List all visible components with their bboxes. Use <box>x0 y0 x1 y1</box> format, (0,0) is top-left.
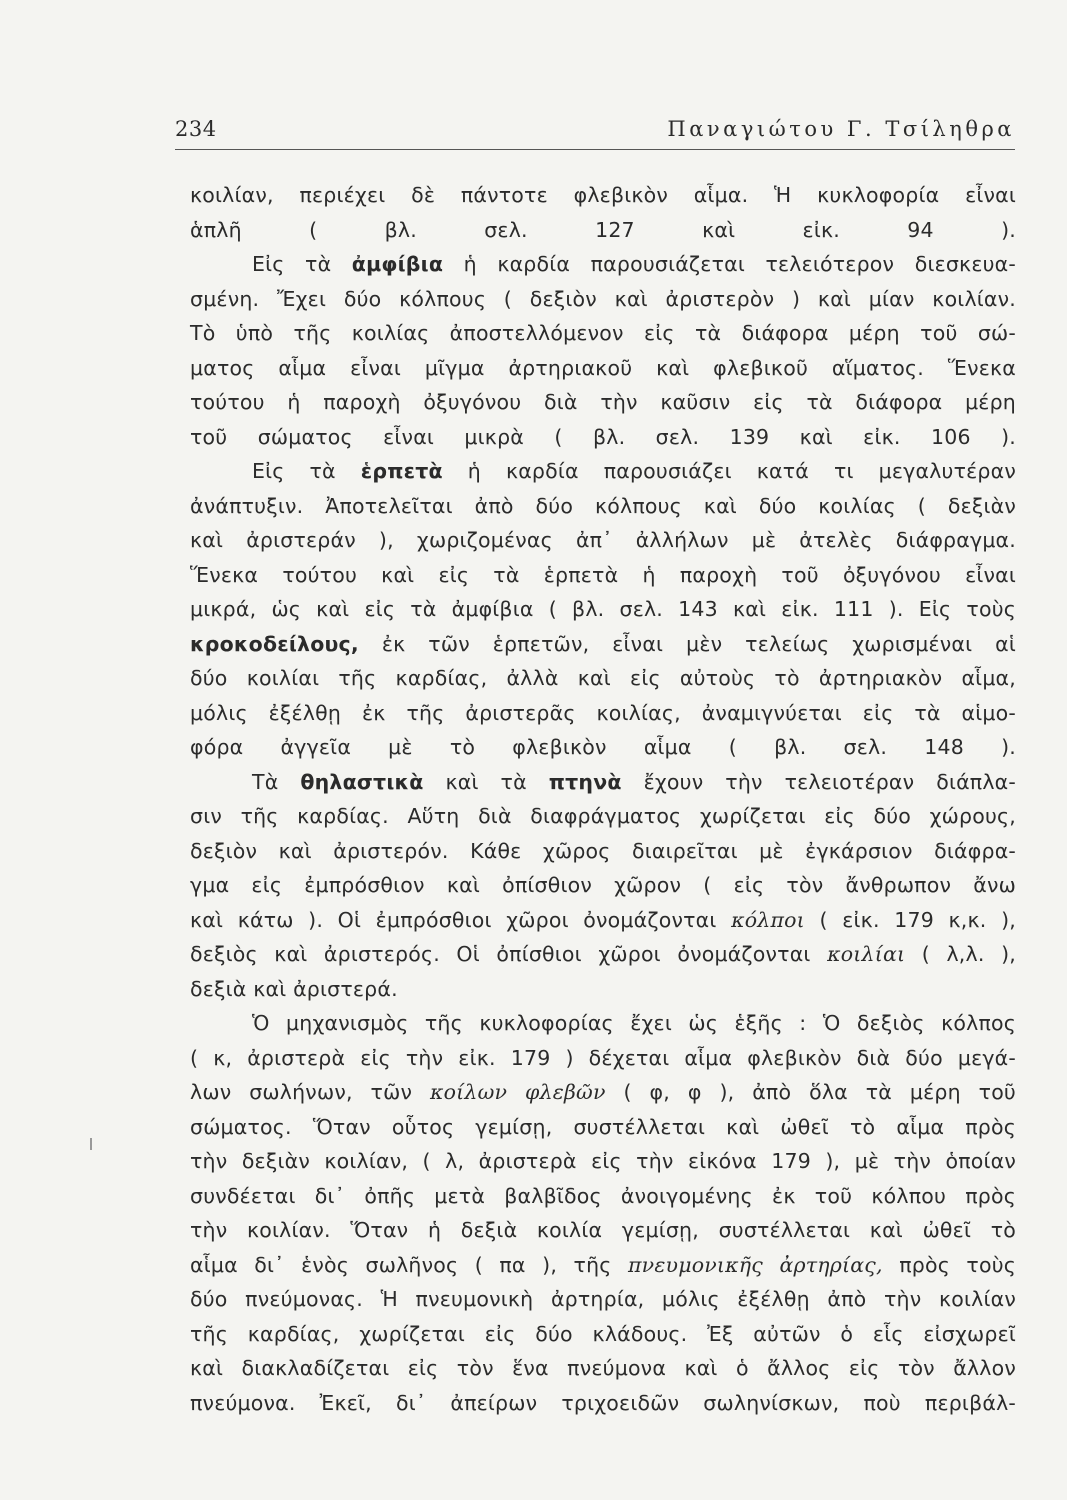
text-line <box>190 1110 1016 1145</box>
text-line <box>190 1006 1016 1041</box>
text-segment: Τὸ ὑπὸ τῆς κοιλίας ἀποστελλόμενον εἰς τὰ διάφορα μέρη τοῦ σώ- <box>190 321 1016 345</box>
text-line <box>190 868 1016 903</box>
text-line <box>190 1213 1016 1248</box>
italic-term: κοιλίαι <box>827 942 906 966</box>
text-segment: Εἰς τὰ <box>252 459 361 483</box>
body-text <box>190 178 1016 1420</box>
text-segment: ( λ,λ. ), <box>905 942 1017 966</box>
text-line <box>190 972 1016 1007</box>
text-line <box>190 454 1016 489</box>
text-segment: αἷμα δι᾽ ἑνὸς σωλῆνος ( πα ), τῆς <box>190 1252 628 1277</box>
text-segment: ( κ, ἀριστερὰ εἰς τὴν εἰκ. 179 ) δέχεται αἷμα φλεβικὸν διὰ δύο μεγά- <box>190 1045 1016 1070</box>
text-segment: Τὰ <box>252 769 301 794</box>
text-line <box>190 765 1016 800</box>
text-segment: συνδέεται δι᾽ ὀπῆς μετὰ βαλβῖδος ἀνοιγομένης ἐκ τοῦ κόλπου πρὸς <box>190 1183 1016 1208</box>
bold-term: πτηνὰ <box>548 769 622 794</box>
text-line <box>190 316 1016 351</box>
margin-mark <box>90 1138 92 1150</box>
text-line <box>190 1144 1016 1179</box>
text-line <box>190 903 1016 938</box>
text-segment: ἀνάπτυξιν. Ἀποτελεῖται ἀπὸ δύο κόλπους καὶ δύο κοιλίας ( δεξιὰν <box>190 493 1016 518</box>
text-segment: δεξιὸν καὶ ἀριστερόν. Κάθε χῶρος διαιρεῖται μὲ ἐγκάρσιον διάφρα- <box>190 838 1016 863</box>
text-line <box>190 213 1016 248</box>
text-segment: καὶ τὰ <box>423 769 549 794</box>
text-segment: καὶ διακλαδίζεται εἰς τὸν ἕνα πνεύμονα καὶ ὁ ἄλλος εἰς τὸν ἄλλον <box>190 1356 1016 1380</box>
bold-term: κροκοδείλους, <box>190 631 359 656</box>
text-line <box>190 627 1016 662</box>
text-segment: δύο κοιλίαι τῆς καρδίας, ἀλλὰ καὶ εἰς αὐτοὺς τὸ ἀρτηριακὸν αἷμα, <box>190 666 1016 690</box>
text-line <box>190 1317 1016 1352</box>
text-segment: ἡ καρδία παρουσιάζεται τελειότερον διεσκευα- <box>443 252 1016 276</box>
page-header <box>175 113 1015 150</box>
text-line <box>190 696 1016 731</box>
text-segment: μόλις ἐξέλθῃ ἐκ τῆς ἀριστερᾶς κοιλίας, ἀναμιγνύεται εἰς τὰ αἱμο- <box>190 700 1016 725</box>
text-line <box>190 385 1016 420</box>
text-line <box>190 1041 1016 1076</box>
text-line <box>190 247 1016 282</box>
bold-term: θηλαστικὰ <box>300 769 424 794</box>
text-segment: ἐκ τῶν ἑρπετῶν, εἶναι μὲν τελείως χωρισμέναι αἱ <box>358 631 1016 656</box>
text-line <box>190 523 1016 558</box>
text-segment: ( εἰκ. 179 κ,κ. ), <box>804 907 1016 932</box>
text-segment: μικρά, ὡς καὶ εἰς τὰ ἀμφίβια ( βλ. σελ. 143 καὶ εἰκ. 111 ). Εἰς τοὺς <box>190 597 1016 621</box>
text-segment: Εἰς τὰ <box>252 252 352 276</box>
text-segment: λων σωλήνων, τῶν <box>190 1080 430 1104</box>
text-segment: τούτου ἡ παροχὴ ὀξυγόνου διὰ τὴν καῦσιν εἰς τὰ διάφορα μέρη <box>190 390 1016 414</box>
text-segment: ματος αἷμα εἶναι μῖγμα ἀρτηριακοῦ καὶ φλεβικοῦ αἵματος. Ἕνεκα <box>190 355 1016 380</box>
text-segment: πρὸς τοὺς <box>882 1252 1017 1277</box>
text-line <box>190 1282 1016 1317</box>
text-segment: τοῦ σώματος εἶναι μικρὰ ( βλ. σελ. 139 καὶ εἰκ. 106 ). <box>190 424 1016 449</box>
text-line <box>190 282 1016 317</box>
text-segment: ἡ καρδία παρουσιάζει κατά τι μεγαλυτέραν <box>442 459 1016 483</box>
bold-term: ἑρπετὰ <box>360 459 443 483</box>
text-segment: τῆς καρδίας, χωρίζεται εἰς δύο κλάδους. Ἐξ αὐτῶν ὁ εἷς εἰσχωρεῖ <box>190 1321 1016 1346</box>
text-segment: Ἕνεκα τούτου καὶ εἰς τὰ ἑρπετὰ ἡ παροχὴ τοῦ ὀξυγόνου εἶναι <box>190 562 1016 587</box>
text-segment: πνεύμονα. Ἐκεῖ, δι᾽ ἀπείρων τριχοειδῶν σωληνίσκων, ποὺ περιβάλ- <box>190 1390 1016 1415</box>
text-line <box>190 799 1016 834</box>
running-head: Παναγιώτου Γ. Τσίληθρα <box>667 117 1015 141</box>
text-line <box>190 1351 1016 1386</box>
text-line <box>190 489 1016 524</box>
text-segment: δεξιὸς καὶ ἀριστερός. Οἱ ὀπίσθιοι χῶροι ὀνομάζονται <box>190 942 828 966</box>
text-line <box>190 351 1016 386</box>
text-line <box>190 1075 1016 1110</box>
text-segment: σώματος. Ὅταν οὗτος γεμίσῃ, συστέλλεται καὶ ὠθεῖ τὸ αἷμα πρὸς <box>190 1114 1016 1139</box>
text-line <box>190 937 1016 972</box>
text-segment: καὶ ἀριστεράν ), χωριζομένας ἀπ᾽ ἀλλήλων μὲ ἀτελὲς διάφραγμα. <box>190 528 1016 552</box>
text-segment: δεξιὰ καὶ ἀριστερά. <box>190 976 398 1001</box>
text-segment: Ὁ μηχανισμὸς τῆς κυκλοφορίας ἔχει ὡς ἑξῆς : Ὁ δεξιὸς κόλπος <box>252 1011 1016 1035</box>
text-segment: γμα εἰς ἐμπρόσθιον καὶ ὀπίσθιον χῶρον ( εἰς τὸν ἄνθρωπον ἄνω <box>190 873 1016 897</box>
text-segment: καὶ κάτω ). Οἱ ἐμπρόσθιοι χῶροι ὀνομάζονται <box>190 907 732 932</box>
text-segment: σιν τῆς καρδίας. Αὕτη διὰ διαφράγματος χωρίζεται εἰς δύο χώρους, <box>190 804 1016 828</box>
italic-term: πνευμονικῆς ἀρτηρίας, <box>628 1252 883 1277</box>
text-line <box>190 592 1016 627</box>
text-line <box>190 558 1016 593</box>
text-line <box>190 661 1016 696</box>
text-line <box>190 730 1016 765</box>
text-segment: φόρα ἀγγεῖα μὲ τὸ φλεβικὸν αἷμα ( βλ. σελ. 148 ). <box>190 735 1016 759</box>
text-line <box>190 420 1016 455</box>
text-line <box>190 834 1016 869</box>
page-number: 234 <box>175 117 217 141</box>
text-segment: τὴν δεξιὰν κοιλίαν, ( λ, ἀριστερὰ εἰς τὴν εἰκόνα 179 ), μὲ τὴν ὁποίαν <box>190 1149 1016 1173</box>
text-line <box>190 178 1016 213</box>
text-segment: τὴν κοιλίαν. Ὅταν ἡ δεξιὰ κοιλία γεμίσῃ, συστέλλεται καὶ ὠθεῖ τὸ <box>190 1218 1016 1242</box>
bold-term: ἀμφίβια <box>351 252 444 276</box>
text-segment: κοιλίαν, περιέχει δὲ πάντοτε φλεβικὸν αἷμα. Ἡ κυκλοφορία εἶναι <box>190 183 1016 207</box>
text-segment: σμένη. Ἔχει δύο κόλπους ( δεξιὸν καὶ ἀριστερὸν ) καὶ μίαν κοιλίαν. <box>190 286 1016 311</box>
text-segment: δύο πνεύμονας. Ἡ πνευμονικὴ ἀρτηρία, μόλις ἐξέλθῃ ἀπὸ τὴν κοιλίαν <box>190 1287 1016 1311</box>
italic-term: κοίλων φλεβῶν <box>429 1080 606 1104</box>
text-line <box>190 1248 1016 1283</box>
italic-term: κόλποι <box>731 907 805 932</box>
text-line <box>190 1179 1016 1214</box>
text-line <box>190 1386 1016 1421</box>
text-segment: ἁπλῆ ( βλ. σελ. 127 καὶ εἰκ. 94 ). <box>190 217 1016 242</box>
text-segment: ἔχουν τὴν τελειοτέραν διάπλα- <box>621 769 1016 794</box>
text-segment: ( φ, φ ), ἀπὸ ὅλα τὰ μέρη τοῦ <box>605 1080 1016 1104</box>
